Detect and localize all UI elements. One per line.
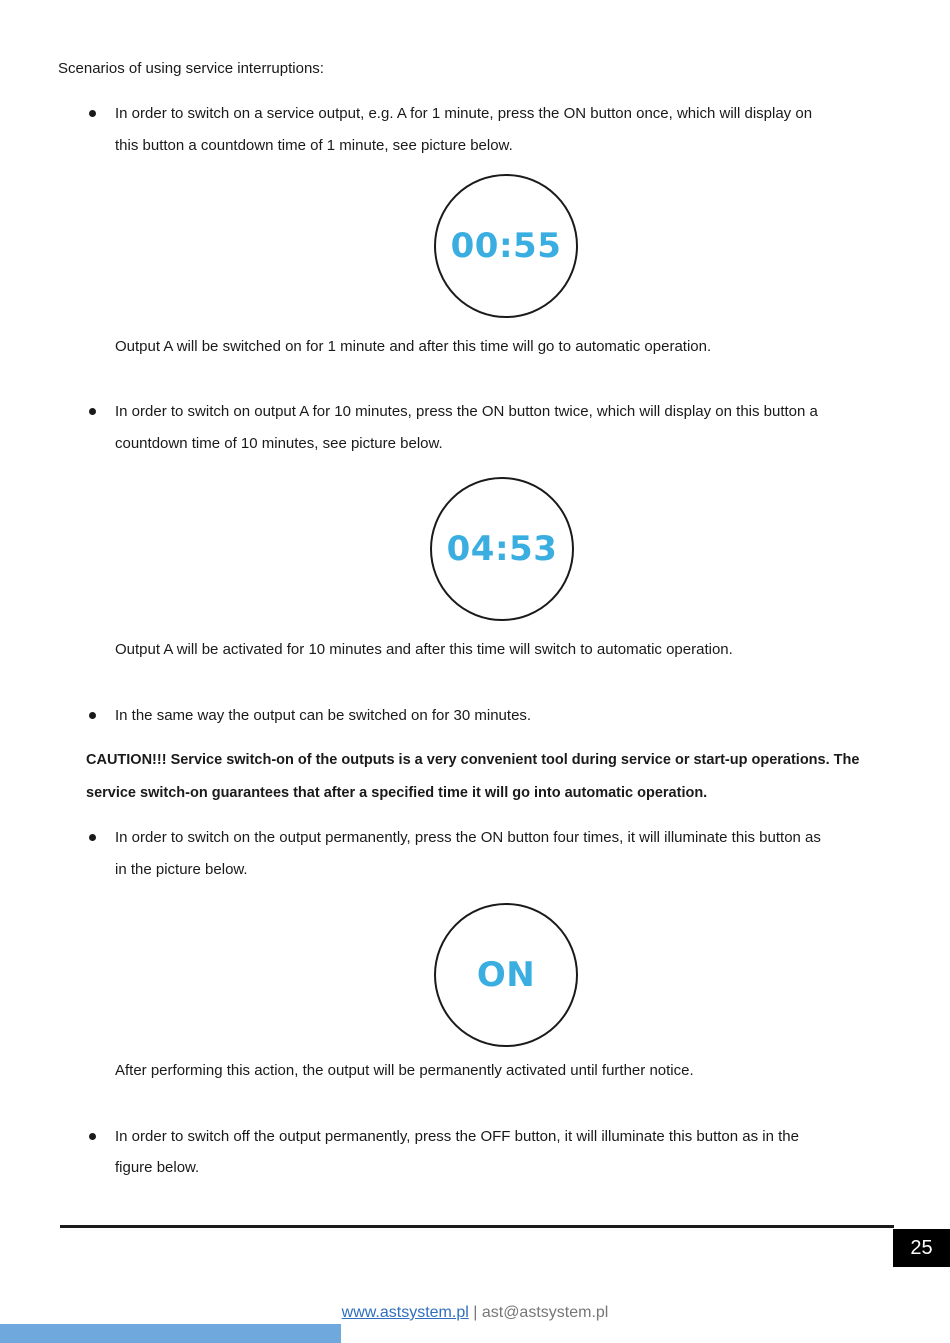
footer-separator: | — [473, 1304, 478, 1321]
bullet-3-line-1: In the same way the output can be switched on for 30 minutes. — [115, 707, 532, 724]
footer-divider — [60, 1225, 894, 1228]
caution-line-1: CAUTION!!! Service switch-on of the outputs is a very convenient tool during service or start-up operations. The — [86, 752, 860, 768]
on-label: ON — [476, 955, 536, 995]
bullet-dot — [89, 834, 96, 841]
bullet-4-line-2: in the picture below. — [115, 861, 248, 878]
bullet-dot — [89, 1133, 96, 1140]
bullet-1-line-1: In order to switch on a service output, e.g. A for 1 minute, press the ON button once, which will display on — [115, 105, 813, 122]
bullet-dot — [89, 110, 96, 117]
bullet-2-line-2: countdown time of 10 minutes, see picture below. — [115, 435, 443, 452]
page-number: 25 — [893, 1229, 950, 1267]
bullet-2-note: Output A will be activated for 10 minutes and after this time will switch to automatic operation. — [115, 641, 733, 658]
bullet-5-line-2: figure below. — [115, 1159, 200, 1176]
bullet-dot — [89, 408, 96, 415]
bullet-1-note: Output A will be switched on for 1 minute and after this time will go to automatic operation. — [115, 338, 712, 355]
footer-accent-bar — [0, 1324, 341, 1343]
timer-button-10-minutes — [430, 477, 574, 621]
timer-button-1-minute — [434, 174, 578, 318]
footer-contact — [0, 1304, 950, 1322]
bullet-5-line-1: In order to switch off the output permanently, press the OFF button, it will illuminate this button as in the — [115, 1128, 799, 1145]
on-button-permanent — [434, 903, 578, 1047]
website-link[interactable]: www.astsystem.pl — [341, 1304, 469, 1321]
bullet-dot — [89, 712, 96, 719]
intro-text: Scenarios of using service interruptions: — [58, 60, 324, 77]
bullet-2-line-1: In order to switch on output A for 10 minutes, press the ON button twice, which will display on this button a — [115, 403, 818, 420]
bullet-4-line-1: In order to switch on the output permanently, press the ON button four times, it will illuminate this button as — [115, 829, 821, 846]
caution-line-2: service switch-on guarantees that after a specified time it will go into automatic operation. — [86, 785, 708, 801]
countdown-display: 00:55 — [450, 226, 562, 266]
bullet-1-line-2: this button a countdown time of 1 minute, see picture below. — [115, 137, 513, 154]
bullet-4-note: After performing this action, the output will be permanently activated until further notice. — [115, 1062, 694, 1079]
footer-email[interactable]: ast@astsystem.pl — [481, 1304, 609, 1321]
countdown-display: 04:53 — [446, 529, 558, 569]
